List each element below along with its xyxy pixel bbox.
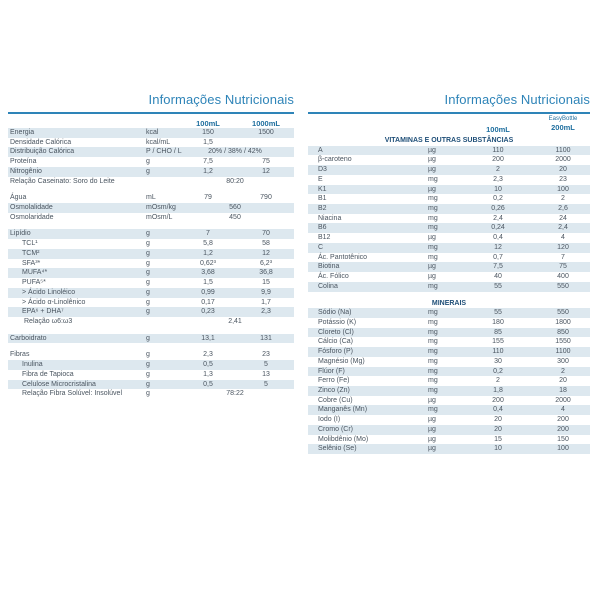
row-value-100ml: 2 [496, 166, 500, 174]
row-value-100ml: 55 [494, 309, 502, 317]
table-row [308, 146, 590, 156]
row-value-200ml: 100 [557, 445, 569, 453]
row-label: Potássio (K) [318, 318, 357, 326]
row-value-200ml: 850 [557, 328, 569, 336]
table-row [8, 288, 294, 298]
table-row [308, 367, 590, 377]
table-row [8, 298, 294, 308]
row-value-100ml: 15 [494, 435, 502, 443]
col-easybottle-label: EasyBottle [548, 116, 578, 122]
row-value-200ml: 2 [561, 367, 565, 375]
table-row [308, 376, 590, 386]
row-value-1000ml: 15 [262, 279, 270, 287]
row-unit: µg [428, 146, 436, 154]
row-label: Colina [318, 282, 338, 290]
table-row [308, 347, 590, 357]
right-title: Informações Nutricionais [444, 92, 590, 107]
row-unit: kcal [146, 129, 159, 136]
row-gap [308, 292, 590, 299]
table-row [8, 380, 294, 390]
row-unit: kcal/mL [146, 138, 171, 146]
row-value-200ml: 1550 [555, 338, 571, 346]
row-value-200ml: 4 [561, 406, 565, 414]
row-unit: mg [428, 367, 438, 375]
table-row [8, 203, 294, 213]
col-100ml: 100mL [486, 125, 510, 134]
table-row [308, 165, 590, 175]
row-value-200ml: 2,6 [558, 205, 568, 213]
row-label: Celulose Microcristalina [22, 380, 96, 388]
row-value-1000ml: 75 [262, 158, 270, 166]
row-value-100ml: 110 [492, 348, 504, 356]
row-value-200ml: 7 [561, 253, 565, 261]
table-row [308, 328, 590, 338]
row-value-1000ml: 58 [262, 240, 270, 248]
row-label: Sódio (Na) [318, 309, 352, 317]
row-label: B2 [318, 205, 327, 213]
table-row [308, 386, 590, 396]
row-unit: µg [428, 263, 436, 271]
left-title: Informações Nutricionais [148, 92, 294, 107]
row-value-100ml: 1,2 [203, 249, 213, 257]
left-column-header [8, 114, 294, 128]
row-value-combined: 78:22 [226, 390, 244, 398]
row-unit: µg [428, 425, 436, 433]
row-value-1000ml: 36,8 [259, 269, 273, 277]
row-unit: µg [428, 416, 436, 424]
row-value-1000ml: 5 [264, 380, 268, 388]
row-value-100ml: 1,5 [203, 279, 213, 287]
row-label: Fibra de Tapioca [22, 370, 74, 378]
row-value-combined: 560 [229, 204, 241, 212]
row-value-100ml: 7,5 [203, 158, 213, 166]
table-row [8, 317, 294, 327]
table-row [8, 177, 294, 187]
table-row [8, 128, 294, 138]
table-row [308, 318, 590, 328]
row-unit: mg [428, 309, 438, 317]
row-value-100ml: 0,99 [201, 288, 215, 296]
row-value-100ml: 155 [492, 338, 504, 346]
row-label: Niacina [318, 214, 342, 222]
table-row [308, 185, 590, 195]
row-value-100ml: 79 [204, 194, 212, 202]
row-unit: g [146, 361, 150, 369]
row-unit: mg [428, 357, 438, 365]
row-label: B1 [318, 195, 327, 203]
table-row [308, 194, 590, 204]
row-unit: µg [428, 185, 436, 193]
row-value-100ml: 200 [492, 156, 504, 164]
col-200ml: 200mL [551, 123, 575, 132]
row-label: Ác. Pantotênico [318, 253, 368, 261]
row-label: Distribuição Calórica [10, 148, 75, 156]
row-label: Zinco (Zn) [318, 386, 350, 394]
row-value-200ml: 300 [557, 357, 569, 365]
row-value-1000ml: 2,3 [261, 308, 271, 316]
table-row [8, 147, 294, 157]
row-unit: g [146, 269, 150, 277]
row-value-200ml: 550 [557, 282, 569, 290]
row-value-100ml: 20 [494, 425, 502, 433]
row-label: Molibdênio (Mo) [318, 435, 369, 443]
row-value-100ml: 0,26 [491, 205, 505, 213]
row-value-1000ml: 6,2³ [259, 259, 273, 267]
row-value-100ml: 13,1 [201, 334, 215, 342]
row-value-200ml: 1800 [555, 318, 571, 326]
row-value-100ml: 1,8 [493, 386, 503, 394]
row-value-200ml: 200 [557, 425, 569, 433]
row-value-200ml: 23 [559, 175, 567, 183]
row-unit: g [146, 230, 150, 238]
row-value-100ml: 0,5 [203, 380, 213, 388]
row-label: β-caroteno [318, 156, 352, 164]
table-row [8, 307, 294, 317]
table-row [308, 357, 590, 367]
row-value-200ml: 2,4 [558, 224, 568, 232]
row-label: Cloreto (Cl) [318, 328, 354, 336]
row-label: A [318, 146, 323, 154]
row-label: Selênio (Se) [318, 445, 357, 453]
row-label: TCL¹ [22, 240, 38, 248]
row-value-100ml: 1,5 [203, 138, 213, 146]
row-value-100ml: 180 [492, 318, 504, 326]
row-unit: mg [428, 175, 438, 183]
row-value-100ml: 7 [206, 230, 210, 238]
table-row [308, 233, 590, 243]
table-row [8, 268, 294, 278]
row-unit: µg [428, 435, 436, 443]
left-rows [8, 128, 294, 399]
row-value-100ml: 0,62³ [200, 259, 216, 267]
row-label: SFA³* [22, 259, 41, 267]
table-row [8, 138, 294, 148]
row-value-200ml: 100 [557, 185, 569, 193]
row-unit: µg [428, 156, 436, 164]
row-label: Cobre (Cu) [318, 396, 353, 404]
row-unit: mg [428, 243, 438, 251]
row-unit: mg [428, 338, 438, 346]
nutrition-table-right [308, 92, 590, 454]
row-value-100ml: 0,2 [493, 195, 503, 203]
row-unit: mg [428, 224, 438, 232]
right-rows [308, 136, 590, 454]
row-unit: g [146, 167, 150, 175]
row-value-1000ml: 1,7 [261, 298, 271, 306]
table-row [8, 249, 294, 259]
table-row [308, 337, 590, 347]
row-value-1000ml: 5 [264, 361, 268, 369]
row-value-100ml: 2,4 [493, 214, 503, 222]
table-row [308, 204, 590, 214]
row-value-1000ml: 1500 [258, 129, 274, 136]
row-unit: mg [428, 348, 438, 356]
section-title: VITAMINAS E OUTRAS SUBSTÂNCIAS [384, 137, 514, 144]
row-value-1000ml: 23 [262, 351, 270, 359]
table-row [8, 157, 294, 167]
row-value-1000ml: 790 [260, 194, 272, 202]
row-label: Fósforo (P) [318, 348, 354, 356]
row-unit: g [146, 240, 150, 248]
row-unit: mg [428, 328, 438, 336]
row-label: > Ácido α-Linolênico [22, 298, 86, 306]
row-label: > Ácido Linoléico [22, 288, 76, 296]
table-row [308, 214, 590, 224]
row-label: Osmolaridade [10, 213, 54, 221]
row-unit: µg [428, 234, 436, 242]
row-value-100ml: 0,2 [493, 367, 503, 375]
row-unit: mg [428, 205, 438, 213]
row-value-200ml: 4 [561, 234, 565, 242]
section-title: MINERAIS [431, 299, 467, 307]
table-row [308, 272, 590, 282]
row-value-100ml: 20 [494, 416, 502, 424]
row-unit: mg [428, 282, 438, 290]
row-unit: g [146, 390, 150, 398]
row-value-100ml: 2 [496, 377, 500, 385]
row-gap [8, 327, 294, 334]
row-value-200ml: 20 [559, 377, 567, 385]
row-unit: g [146, 298, 150, 306]
row-label: D3 [318, 166, 327, 174]
row-label: Fibras [10, 351, 30, 359]
row-unit: µg [428, 166, 436, 174]
row-label: Proteína [10, 158, 37, 166]
row-unit: mg [428, 386, 438, 394]
row-gap [8, 343, 294, 350]
row-value-1000ml: 131 [260, 334, 272, 342]
row-label: Relação Fibra Solúvel: Insolúvel [22, 390, 122, 398]
table-row [308, 396, 590, 406]
table-row [308, 308, 590, 318]
row-value-1000ml: 70 [262, 230, 270, 238]
row-gap [8, 222, 294, 229]
table-row [308, 243, 590, 253]
row-value-100ml: 10 [494, 185, 502, 193]
row-value-1000ml: 12 [262, 167, 270, 175]
row-label: Iodo (I) [318, 416, 341, 424]
row-value-200ml: 18 [559, 386, 567, 394]
table-row [308, 405, 590, 415]
row-label: Lipídio [10, 230, 31, 238]
table-row [8, 229, 294, 239]
table-row [8, 334, 294, 344]
row-unit: g [146, 249, 150, 257]
row-unit: mg [428, 377, 438, 385]
table-row [8, 213, 294, 223]
table-row [8, 167, 294, 177]
row-value-100ml: 110 [492, 146, 504, 154]
row-unit: g [146, 380, 150, 388]
table-row [308, 444, 590, 454]
row-value-200ml: 400 [557, 273, 569, 281]
row-value-200ml: 120 [557, 243, 569, 251]
row-unit: mg [428, 253, 438, 261]
row-value-200ml: 2 [561, 195, 565, 203]
row-unit: g [146, 259, 150, 267]
table-row [308, 253, 590, 263]
table-row [308, 435, 590, 445]
row-value-200ml: 20 [559, 166, 567, 174]
table-row [8, 239, 294, 249]
table-row [8, 360, 294, 370]
row-label: Ác. Fólico [318, 273, 349, 281]
row-value-combined: 2,41 [228, 317, 242, 325]
row-label: B6 [318, 224, 327, 232]
row-value-100ml: 0,23 [201, 308, 215, 316]
row-value-100ml: 3,68 [201, 269, 215, 277]
row-unit: g [146, 158, 150, 166]
row-label: Cálcio (Ca) [318, 338, 354, 346]
row-value-200ml: 200 [557, 416, 569, 424]
right-column-header [308, 114, 590, 136]
row-value-100ml: 2,3 [203, 351, 213, 359]
row-label: Carboidrato [10, 334, 47, 342]
row-value-100ml: 1,2 [203, 167, 213, 175]
row-value-200ml: 2000 [555, 396, 571, 404]
table-row [308, 415, 590, 425]
row-label: K1 [318, 185, 327, 193]
table-row [8, 259, 294, 269]
row-value-200ml: 75 [559, 263, 567, 271]
row-unit: mL [146, 194, 156, 202]
row-label: Osmolalidade [10, 204, 53, 212]
row-label: Manganês (Mn) [318, 406, 368, 414]
row-value-combined: 20% / 38% / 42% [208, 148, 262, 156]
row-unit: g [146, 334, 150, 342]
row-value-100ml: 1,3 [203, 370, 213, 378]
row-value-100ml: 55 [494, 282, 502, 290]
row-value-100ml: 0,5 [203, 361, 213, 369]
table-row [308, 262, 590, 272]
table-row [308, 155, 590, 165]
table-row [8, 193, 294, 203]
row-label: Biotina [318, 263, 340, 271]
table-row [308, 175, 590, 185]
row-value-100ml: 200 [492, 396, 504, 404]
row-label: Energia [10, 129, 35, 136]
table-row [308, 282, 590, 292]
row-unit: mOsm/kg [146, 204, 176, 212]
row-gap [8, 186, 294, 193]
row-value-100ml: 0,4 [493, 234, 503, 242]
row-value-200ml: 550 [557, 309, 569, 317]
row-value-100ml: 30 [494, 357, 502, 365]
col-100ml: 100mL [196, 119, 220, 128]
row-value-200ml: 2000 [555, 156, 571, 164]
row-label: MUFA⁴* [22, 269, 48, 277]
row-label: Água [10, 194, 27, 202]
row-label: Inulina [22, 361, 43, 369]
row-label: Cromo (Cr) [318, 425, 353, 433]
row-label: Densidade Calórica [10, 138, 72, 146]
table-row [8, 350, 294, 360]
row-value-combined: 450 [229, 213, 241, 221]
row-label: TCM² [22, 249, 40, 257]
table-row [8, 278, 294, 288]
row-unit: g [146, 288, 150, 296]
row-value-200ml: 24 [559, 214, 567, 222]
row-value-1000ml: 12 [262, 249, 270, 257]
row-label: Nitrogênio [10, 167, 42, 175]
row-value-100ml: 0,4 [493, 406, 503, 414]
row-value-100ml: 12 [494, 243, 502, 251]
row-value-100ml: 0,24 [491, 224, 505, 232]
row-label: PUFA⁵* [22, 279, 46, 287]
row-value-100ml: 0,7 [493, 253, 503, 261]
row-unit: mg [428, 318, 438, 326]
row-unit: g [146, 351, 150, 359]
row-unit: mg [428, 214, 438, 222]
row-label: EPA⁶ + DHA⁷ [22, 308, 64, 316]
row-unit: µg [428, 396, 436, 404]
row-value-100ml: 5,8 [203, 240, 213, 248]
row-unit: g [146, 308, 150, 316]
row-value-100ml: 85 [494, 328, 502, 336]
row-value-100ml: 40 [494, 273, 502, 281]
row-value-200ml: 150 [557, 435, 569, 443]
table-row [8, 389, 294, 399]
row-label: Relação Caseinato: Soro do Leite [10, 177, 115, 185]
row-unit: g [146, 370, 150, 378]
row-label: Flúor (F) [318, 367, 345, 375]
row-unit: µg [428, 445, 436, 453]
row-value-100ml: 150 [202, 129, 214, 136]
table-row [308, 223, 590, 233]
row-unit: g [146, 279, 150, 287]
row-unit: P / CHO / L [146, 148, 182, 156]
row-unit: mg [428, 195, 438, 203]
row-label: C [318, 243, 324, 251]
table-row [8, 370, 294, 380]
table-row [308, 425, 590, 435]
nutrition-table-left [8, 92, 294, 399]
row-value-combined: 80:20 [226, 177, 244, 185]
row-unit: µg [428, 273, 436, 281]
row-value-100ml: 2,3 [493, 175, 503, 183]
row-value-100ml: 0,17 [201, 298, 215, 306]
row-value-1000ml: 13 [262, 370, 270, 378]
row-label: Ferro (Fe) [318, 377, 350, 385]
row-unit: mg [428, 406, 438, 414]
col-1000ml: 1000mL [252, 119, 280, 128]
row-label: Relação ω6:ω3 [24, 317, 73, 325]
row-value-100ml: 10 [494, 445, 502, 453]
row-label: E [318, 175, 323, 183]
row-value-200ml: 1100 [555, 146, 571, 154]
row-value-100ml: 7,5 [493, 263, 503, 271]
row-label: B12 [318, 234, 331, 242]
row-unit: mOsm/L [146, 213, 173, 221]
row-label: Magnésio (Mg) [318, 357, 365, 365]
row-value-200ml: 1100 [555, 348, 571, 356]
row-value-1000ml: 9,9 [261, 288, 271, 296]
